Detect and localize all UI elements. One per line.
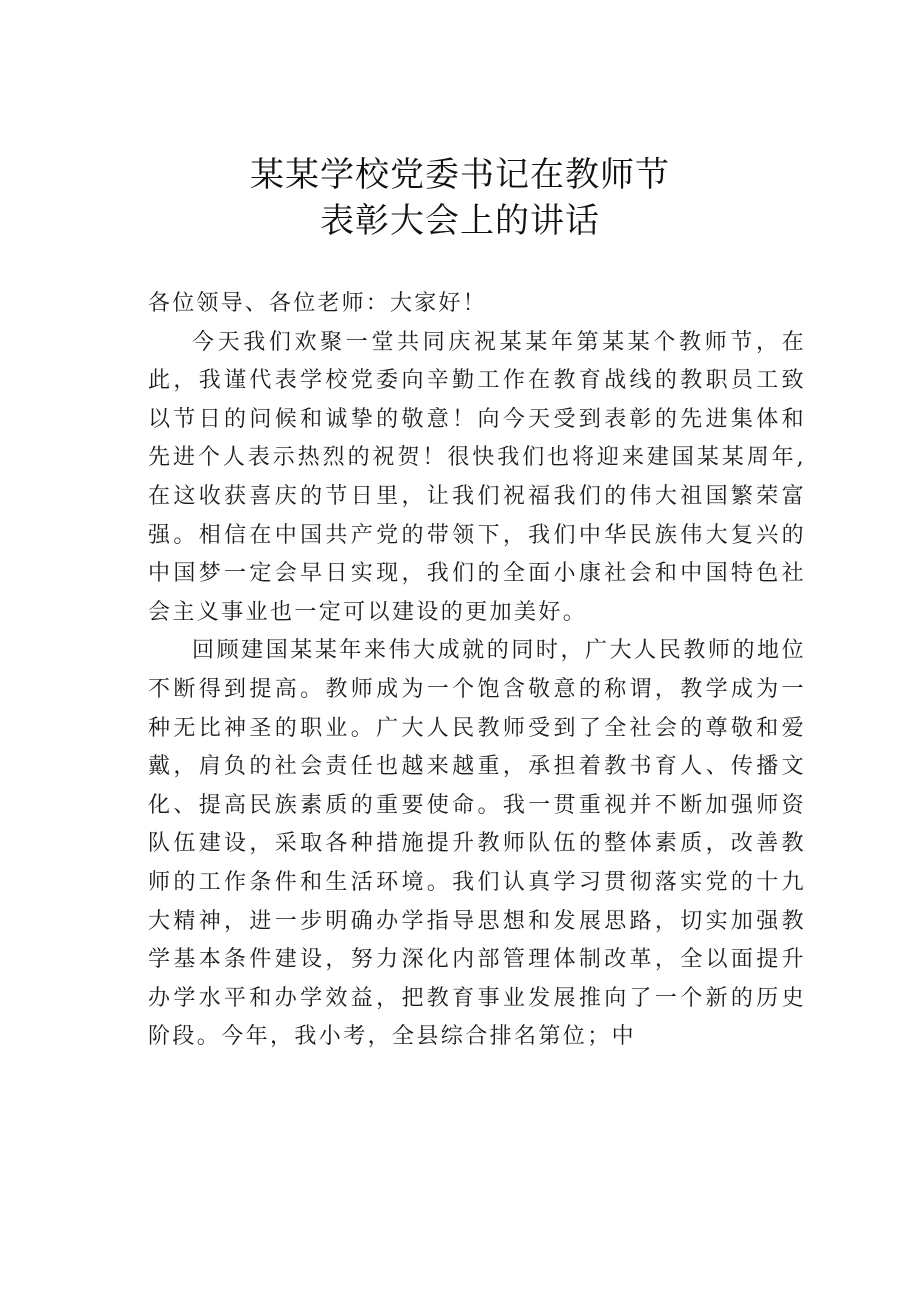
document-title bbox=[0, 152, 920, 244]
greeting: 各位领导、各位老师：大家好！ bbox=[148, 291, 487, 316]
paragraph-1: 今天我们欢聚一堂共同庆祝某某年第某某个教师节，在此，我谨代表学校党委向辛勤工作在教育战线的教职员工致以节日的问候和诚挚的敬意！向今天受到表彰的先进集体和先进个人表示热烈的祝贺！很快我们也将迎来建国某某周年,在这收获喜庆的节日里，让我们祝福我们的伟大祖国繁荣富强。相信在中国共产党的带领下，我们中华民族伟大复兴的中国梦一定会早日实现，我们的全面小康社会和中国特色社会主义事业也一定可以建设的更加美好。 bbox=[148, 329, 806, 625]
document-body bbox=[148, 285, 806, 1057]
title-line-2: 表彰大会上的讲话 bbox=[320, 201, 600, 241]
title-line-1: 某某学校党委书记在教师节 bbox=[250, 155, 670, 195]
paragraph-2: 回顾建国某某年来伟大成就的同时，广大人民教师的地位不断得到提高。教师成为一个饱含敬意的称谓，教学成为一种无比神圣的职业。广大人民教师受到了全社会的尊敬和爱戴，肩负的社会责任也越来越重，承担着教书育人、传播文化、提高民族素质的重要使命。我一贯重视并不断加强师资队伍建设，采取各种措施提升教师队伍的整体素质，改善教师的工作条件和生活环境。我们认真学习贯彻落实党的十九大精神，进一步明确办学指导思想和发展思路，切实加强教学基本条件建设，努力深化内部管理体制改革，全以面提升办学水平和办学效益，把教育事业发展推向了一个新的历史阶段。今年，我小考，全县综合排名第位；中 bbox=[148, 638, 806, 1050]
